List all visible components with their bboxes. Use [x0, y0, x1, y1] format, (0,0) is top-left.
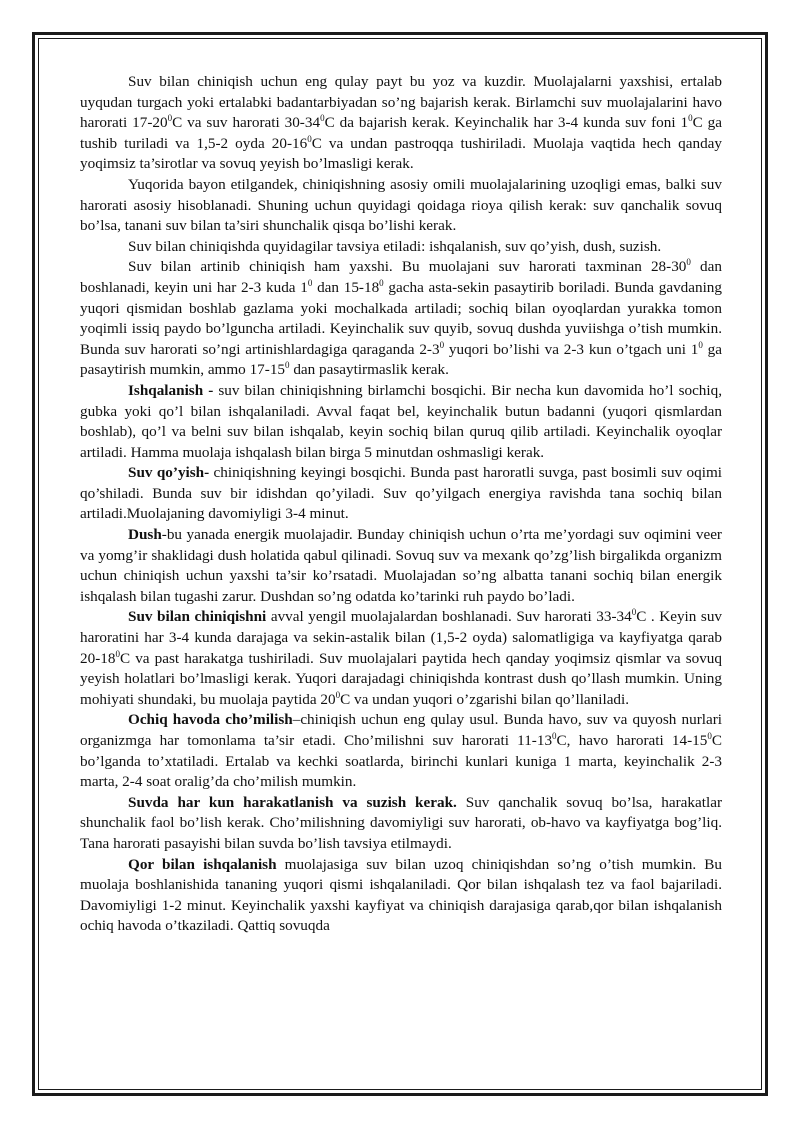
- paragraph-text: dan boshlanadi, keyin uni har 2-3 kuda 1: [80, 258, 722, 296]
- degree-superscript: 0: [688, 113, 693, 124]
- paragraph-text: suv bilan chiniqishning birlamchi bosqichi. Bir necha kun davomida ho’l sochiq, gubka yoki qo’l bilan ishqalaniladi. Avval faqat bel, keyinchalik butun badanni (yuqori qismlardan boshlab), qo’l va belni suv bilan ishqalab, keyin sochiq bilan quruq qilib artiladi. Keyinchalik oyoqlar artiladi. Hamma muolaja ishqalash bilan birga 5 minutdan oshmasligi kerak.: [80, 381, 723, 461]
- paragraph-text: C ga tushib turiladi va 1,5-2 oyda 20-16: [80, 114, 723, 152]
- paragraph-text: chiniqishning keyingi bosqichi. Bunda past haroratli suvga, past bosimli suv oqimi qo’shiladi. Bunda suv bir idishdan qo’yiladi. Suv qo’yilgach energiya ravishda tana sochiq bilan artiladi.Muolajaning davomiyligi 3-4 minut.: [80, 464, 722, 523]
- paragraph-text: –chiniqish uchun eng qulay usul. Bunda havo, suv va quyosh nurlari organizmga har tomonlama ta’sir etadi. Cho’milishni suv harorati 11-13: [80, 711, 722, 749]
- paragraph-p6: [80, 463, 722, 525]
- paragraph-p4: [80, 257, 722, 381]
- paragraph-text: C va past harakatga tushiriladi. Suv muolajalari paytida hech qanday yoqimsiz qismlar va sovuq yeyish holatlari bo’lmasligi kerak. Yuqori darajadagi chiniqishda kontrast dush qo’llash mumkin. Uning mohiyati shundaki, bu muolaja paytida 20: [80, 649, 722, 708]
- paragraph-text: Suv bilan chiniqishda quyidagilar tavsiya etiladi: ishqalanish, suv qo’yish, dush, suzish.: [128, 237, 662, 255]
- paragraph-p5: [80, 381, 722, 463]
- degree-superscript: 0: [307, 277, 313, 288]
- degree-superscript: 0: [698, 339, 703, 350]
- paragraph-text: Suv qanchalik sovuq bo’lsa, harakatlar shunchalik faol bo’lish kerak. Cho’milishning davomiyligi suv harorati, ob-havo va kayfiyatga bog’liq. Tana harorati pasayishi bilan suvda bo’lish tavsiya etilmaydi.: [80, 793, 722, 852]
- paragraph-text: C va undan yuqori o’zgarishi bilan qo’llaniladi.: [340, 690, 630, 708]
- paragraph-p10: [80, 793, 722, 855]
- paragraph-text: C . Keyin suv haroratini har 3-4 kunda darajaga va sekin-astalik bilan (1,5-2 oyda) salomatligiga va kayfiyatga qarab 20-18: [80, 608, 722, 667]
- paragraph-lead-term: Suv qo’yish-: [128, 464, 210, 482]
- paragraph-p1: [80, 72, 722, 175]
- degree-superscript: 0: [552, 730, 557, 741]
- paragraph-text: Suv bilan artinib chiniqish ham yaxshi. Bu muolajani suv harorati taxminan 28-30: [128, 258, 687, 276]
- degree-superscript: 0: [320, 113, 325, 124]
- paragraph-lead-term: Qor bilan ishqalanish: [128, 855, 277, 873]
- paragraph-lead-term: Ochiq havoda cho’milish: [128, 711, 293, 729]
- paragraph-text: Suv bilan chiniqish uchun eng qulay payt bu yoz va kuzdir. Muolajalarni yaxshisi, ertalab uyqudan turgach yoki ertalabki badantarbiyadan so’ng bajarish kerak. Birlamchi suv muolajalarini havo harorati 17-20: [80, 73, 722, 132]
- paragraph-p7: [80, 525, 722, 607]
- paragraph-p2: [80, 175, 722, 237]
- paragraph-p11: [80, 855, 722, 937]
- paragraph-text: dan 15-18: [312, 278, 380, 296]
- paragraph-text: yuqori bo’lishi va 2-3 kun o’tgach uni 1: [444, 340, 699, 358]
- degree-superscript: 0: [167, 113, 173, 124]
- degree-superscript: 0: [631, 607, 637, 618]
- paragraph-text: Yuqorida bayon etilgandek, chiniqishning asosiy omili muolajalarining uzoqligi emas, balki suv harorati asosiy hisoblanadi. Shuning uchun quyidagi qoidaga rioya qilish kerak: suv qanchalik sovuq bo’lsa, tanani suv bilan ta’siri shunchalik qisqa bo’lishi kerak.: [80, 175, 722, 235]
- paragraph-text: ga pasaytirish mumkin, ammo 17-15: [80, 340, 723, 379]
- paragraph-text: gacha asta-sekin pasaytirib boriladi. Bunda gavdaning yuqori qismidan boshlab gazlama yoki mochalkada artiladi; sochiq bilan oyoqlardan yurakka tomon yoqimli issiq paydo bo’lguncha artiladi. Keyinchalik suv quyib, sovuq dushda yuviishga o’tish mumkin. Bunda suv harorati so’ngi artinishlardagiga qaraganda 2-3: [80, 278, 722, 358]
- paragraph-lead-term: Dush: [128, 526, 162, 544]
- document-body: [80, 72, 722, 937]
- paragraph-text: C, havo harorati 14-15: [556, 732, 708, 749]
- degree-superscript: 0: [686, 257, 691, 268]
- paragraph-text: dan pasaytirmaslik kerak.: [289, 361, 449, 379]
- paragraph-lead-term: Suv bilan chiniqishni: [128, 608, 267, 626]
- degree-superscript: 0: [307, 133, 312, 144]
- paragraph-text: -bu yanada energik muolajadir. Bunday chiniqish uchun o’rta me’yordagi suv oqimini veer va yomg’ir shaklidagi dush holatida qabul qilinadi. Sovuq suv va mexank qo’zg’lish birgalikda organizm uchun chiniqish uchun yaxshi ta’sir ko’rsatadi. Muolajadan so’ng albatta tanani sochiq bilan energik ishqalash bilan tugashi zarur. Dushdan so’ng odatda ko’tarinki ruh paydo bo’ladi.: [80, 526, 722, 605]
- paragraph-text: avval yengil muolajalardan boshlanadi. Suv harorati 33-34: [266, 608, 632, 626]
- degree-superscript: 0: [115, 648, 120, 659]
- paragraph-text: C bo’lganda to’xtatiladi. Ertalab va kechki soatlarda, birinchi kunlari kuniga 1 marta, keyinchalik 2-3 marta, 2-4 soat oralig’da cho’milish mumkin.: [80, 732, 722, 791]
- paragraph-text: C da bajarish kerak. Keyinchalik har 3-4 kunda suv foni 1: [324, 114, 689, 132]
- paragraph-text: muolajasiga suv bilan uzoq chiniqishdan so’ng o’tish mumkin. Bu muolaja boshlanishida tananing yuqori qismi ishqalaniladi. Qor bilan ishqalash tez va faol bajariladi. Davomiyligi 1-2 minut. Keyinchalik yaxshi kayfiyat va chiniqish darajasiga qarab,qor bilan ishqalanish ochiq havoda o’tkaziladi. Qattiq sovuqda: [80, 855, 722, 935]
- paragraph-p9: [80, 710, 722, 792]
- paragraph-lead-term: Suvda har kun harakatlanish va suzish kerak.: [128, 793, 457, 811]
- paragraph-lead-term: Ishqalanish -: [128, 381, 214, 399]
- paragraph-p3: [80, 237, 722, 258]
- degree-superscript: 0: [379, 277, 384, 288]
- degree-superscript: 0: [285, 360, 290, 371]
- degree-superscript: 0: [439, 339, 445, 350]
- degree-superscript: 0: [335, 689, 341, 700]
- paragraph-text: C va suv harorati 30-34: [172, 114, 321, 132]
- paragraph-p8: [80, 607, 722, 710]
- paragraph-text: C va undan pastroqqa tushiriladi. Muolaja vaqtida hech qanday yoqimsiz ta’sirotlar va sovuq yeyish bo’lmasligi kerak.: [80, 134, 722, 173]
- degree-superscript: 0: [707, 730, 712, 741]
